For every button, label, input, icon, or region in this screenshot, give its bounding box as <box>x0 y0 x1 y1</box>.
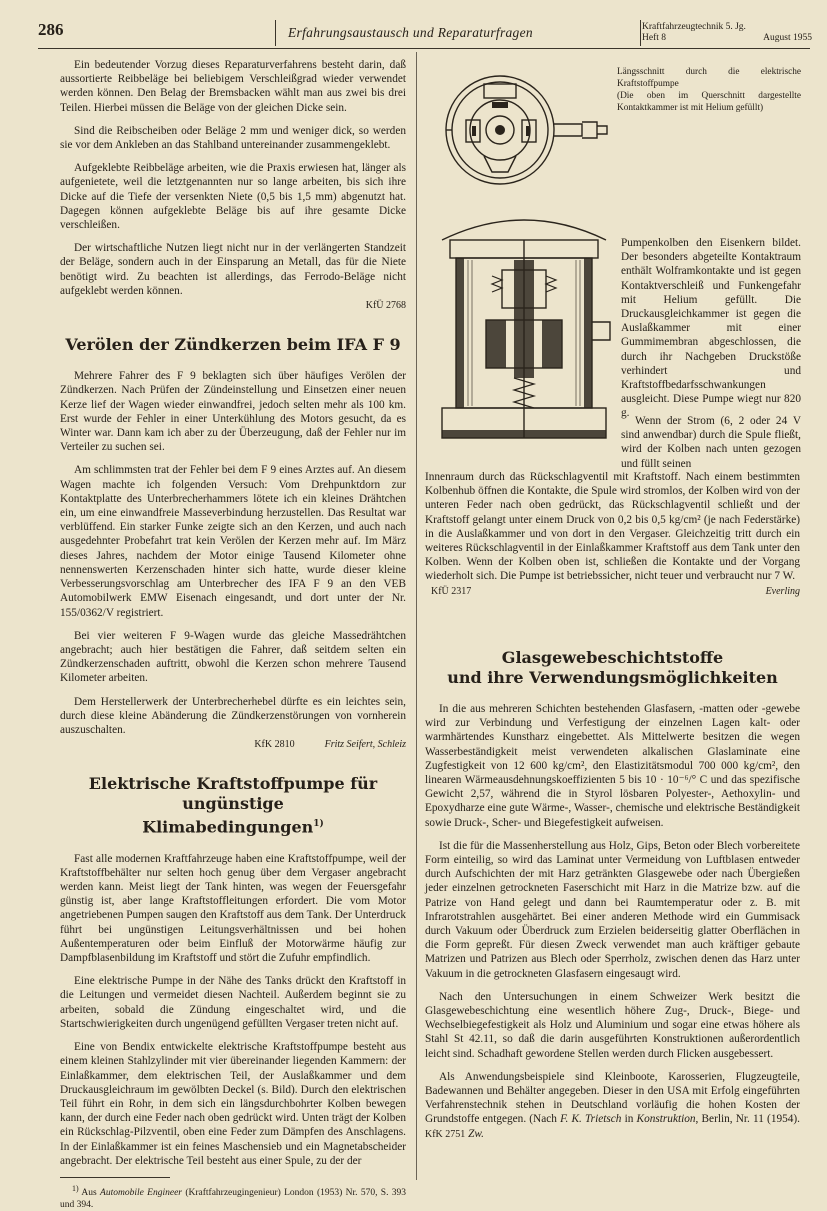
issue-date: August 1955 <box>763 33 812 43</box>
paragraph: Pumpenkolben den Eisenkern bildet. Der besonders abgeteilte Kontaktraum enthält Wolframkontakte und ist gegen Kontaktverschleiß und Funkengefahr mit Helium gefüllt. Die Druckausgleichkammer ist gegen die Auslaßkammer mit einer Gummimembran abgeschlossen, die durch ihr Nachgeben Druckstöße verhindert und Kraftstoffbedarfsschwankungen ausgleicht. Diese Pumpe wiegt nur 820 g. <box>621 237 801 420</box>
paragraph: Wenn der Strom (6, 2 oder 24 V sind anwendbar) durch die Spule fließt, wird der Kolben nach unten gezogen und füllt seinen <box>621 415 801 470</box>
paragraph: Dem Herstellerwerk der Unterbrecherhebel dürfte es ein leichtes sein, durch diese kleine Abänderung die Zündkerzenstörungen von vornherein auszuschalten. <box>60 695 406 736</box>
figure-caption-title: Längsschnitt durch die elektrische Kraftstoffpumpe <box>617 67 801 89</box>
article-title <box>425 648 800 688</box>
article-title: Verölen der Zündkerzen beim IFA F 9 <box>65 335 401 355</box>
paragraph: Eine von Bendix entwickelte elektrische Kraftstoffpumpe besteht aus einem kleinen Stahlzylinder mit vier übereinander liegenden Kammern: der Einlaßkammer, dem elektrischen Teil, der Auslaßkammer und dem Druckausgleichraum im gewölbten Deckel (s. Bild). Durch den elektrischen Teil führt ein Rohr, in dem sich ein längsdurchbohrter Kolben bewegen kann, der durch eine Feder nach oben gedrückt wird. Unten trägt der Kolben ein Rückschlag-Pilzventil, oben eine Feder zum Dämpfen des Anschlagens. In der Einlaßkammer ist ein feines Maschensieb und ein Magnetabscheider angebracht. Der elektrische Teil besteht aus einer Spule, zu der der <box>60 1041 406 1167</box>
paragraph: Der wirtschaftliche Nutzen liegt nicht nur in der verlängerten Standzeit der Beläge, sondern auch in der Einsparung an Metall, das für die Niete benötigt wird. Zu beachten ist allerdings, das Ferrodo-Beläge nicht aufgeklebt werden können. <box>60 242 406 297</box>
paragraph-text: in <box>621 1113 637 1126</box>
figure-caption <box>617 66 801 114</box>
paragraph: Ist die für die Massenherstellung aus Holz, Gips, Beton oder Blech vorbereitete Form einteilig, so wird das Laminat unter Vermeidung von Luftblasen entweder durch Aufschichten der mit Harz getränkten Glasgewebe oder nach Übergießen jeder einzelnen getrockneten Faserschicht mit Harz in die Matrize bzw. auf die Patrize von Hand gelegt und dann bei Raumtemperatur oder z. B. mit Infrarotstrahlen ausgehärtet. Bei einer anderen Methode wird ein Gummisack durch Vakuum oder Überdruck zum Erzielen beiderseitig glatter Oberflächen in die Form gepreßt. Für diesen Zweck verwendet man auch kräftiger gebaute Matrizen und Patrizen aus Blech oder Sperrholz, zwischen denen das Harz unter Vakuum in die getrockneten Glasfasern eingesaugt wird. <box>425 839 800 980</box>
page-header <box>38 20 810 50</box>
wrap-text <box>621 414 801 471</box>
paragraph-text: Als Anwendungsbeispiele sind Kleinboote, Karosserien, Flugzeugteile, Badewannen und Behälter angegeben. Dieser in den USA mit Erfolg eingeführten Verfahrenstechnik stehen in Deutschland vorläufig die hohen Kosten der Grundstoffe entgegen. (Nach <box>425 1070 800 1126</box>
reference-code: KfK 2751 <box>425 1128 466 1140</box>
left-column <box>60 58 406 1211</box>
paragraph: Am schlimmsten trat der Fehler bei dem F 9 eines Arztes auf. An diesem Wagen machte ich folgenden Versuch: Vom Drehpunktdorn zur Kontaktplatte des Unterbrecherhammers lötete ich ein kleines Drähtchen ein, um eine einwandfreie Masseverbindung herzustellen. Das Resultat war verblüffend. Ein starker Funke zeigte sich an den Kerzen, und auch nach ausgedehnter Probefahrt trat kein Verölen der Kerzen mehr auf. Im März dieses Jahres, nachdem der Motor einige Tausend Kilometer ohne nennenswerten Kerzenschaden hinter sich hatte, wurde dieser kleine Verbesserungsvorschlag am Unterbrecher des IFA F 9 an den VEB Automobilwerk EMW Eisenach eingesandt, und dort unter der Nr. 155/0362/V registriert. <box>60 464 406 619</box>
reference-code: KfÜ 2317 <box>431 585 472 597</box>
header-rule <box>38 48 810 49</box>
cited-source: Konstruktion <box>636 1113 696 1126</box>
footnote <box>60 1183 406 1211</box>
right-column-article <box>425 648 800 1151</box>
page-number: 286 <box>38 20 64 39</box>
footnote-text: (Kraftfahrzeugingenieur) London (1953) Nr. 570, S. 393 und 394. <box>60 1188 407 1211</box>
paragraph: Eine elektrische Pumpe in der Nähe des Tanks drückt den Kraftstoff in die Leitungen und vermeidet diesen Nachteil. Außerdem beginnt sie zu arbeiten, sobald die Zündung eingeschaltet wird, und die Startschwierigkeiten durch ungenügend gefüllten Vergaser treten nicht auf. <box>60 975 406 1030</box>
paragraph-text: , Berlin, Nr. 11 (1954). <box>695 1113 800 1126</box>
header-divider <box>640 20 641 46</box>
author: Zw. <box>468 1127 484 1140</box>
author: Everling <box>765 585 800 597</box>
article-title <box>60 774 406 837</box>
journal-name: Kraftfahrzeugtechnik 5. Jg. <box>642 22 746 32</box>
paragraph <box>425 1070 800 1142</box>
paragraph: In die aus mehreren Schichten bestehenden Glasfasern, -matten oder -gewebe wird zur Verbindung und Verfestigung der einzelnen Lagen kalt- oder warmhärtendes Kunstharz eingebettet. Als Mittelwerte besitzen die wegen Wasserbeständigkeit meist verwendeten alkalischen Glaslaminate eine Zugfestigkeit von 12 600 kg/cm², den Elastizitätsmodul 700 000 kg/cm², den linearen Wärmeausdehnungskoeffizienten 5 bis 10 · 10⁻⁶/° C und das spezifische Gewicht 2,57, während die in Styrol lösbaren Polyester-, Aethoxylin- und Epoxydharze eine gute Wärme-, Wasser-, chemische und elektrische Beständigkeit sowie Druck-, Scher- und Biegefestigkeit aufweisen. <box>425 703 800 829</box>
article-title-line: Elektrische Kraftstoffpumpe für ungünstige <box>88 774 378 814</box>
article-title-line: Klimabedingungen <box>142 817 314 837</box>
author: Fritz Seifert, Schleiz <box>324 739 406 751</box>
article-title-line: Glasgewebeschichtstoffe <box>501 648 724 667</box>
reference-code: KfÜ 2768 <box>365 300 406 312</box>
figure-caption-note: (Die oben im Querschnitt dargestellte Kontaktkammer ist mit Helium gefüllt) <box>617 91 801 113</box>
paragraph: Sind die Reibscheiben oder Beläge 2 mm und weniger dick, so werden sie vor dem Ankleben an das Stahlband untereinander zusammengeklebt. <box>60 124 406 152</box>
pump-longitudinal-section-drawing <box>432 200 614 460</box>
article-title-line: und ihre Verwendungsmöglichkeiten <box>447 668 778 687</box>
footnote-marker: 1) <box>313 819 324 830</box>
paragraph: Mehrere Fahrer des F 9 beklagten sich über häufiges Verölen der Zündkerzen. Nach Prüfen der Zündeinstellung und Einsetzen einer neuen Kerze lief der Wagen wieder einwandfrei, jedoch selten mehr als 100 km. Erst wurde der Fehler in einer Unterkühlung des Motors gesucht, da es Winter war. Dann kam ich aber zu der Überzeugung, daß der Fehler nur im Verteiler zu suchen sei. <box>60 370 406 454</box>
footnote-marker: 1) <box>72 1183 79 1193</box>
paragraph: Bei vier weiteren F 9-Wagen wurde das gleiche Massedrähtchen angebracht; auch hier bestätigen die Fahrer, daß seitdem selten ein Zündkerzenschaden auftritt, obwohl die Kerzen schon mehrere Tausend Kilometer arbeiten. <box>60 629 406 685</box>
footnote-text: Aus <box>81 1188 101 1199</box>
header-divider <box>275 20 276 46</box>
article-signature <box>60 738 406 752</box>
paragraph: Ein bedeutender Vorzug dieses Reparaturverfahrens besteht darin, daß aussortierte Reibbeläge bei beliebigem Verschleißgrad wieder verwendet werden können. Den Belag der Bremsbacken wählt man aus zwei bis drei Teilen. Hierbei müssen die Beläge von der gleichen Dicke sein. <box>60 59 406 114</box>
right-column-continued <box>425 470 800 609</box>
article-signature <box>425 585 800 599</box>
reference-code: KfK 2810 <box>254 739 295 751</box>
paragraph: Aufgeklebte Reibbeläge arbeiten, wie die Praxis erwiesen hat, länger als aufgenietete, weil die letztgenannten nur so lange arbeiten, bis sich ihre Dicke auf die Tiefe der versenkten Niete (0,5 bis 1,5 mm) abgenutzt hat. Dagegen können aufgeklebte Beläge bis auf ihre gesamte Dicke verschleißen. <box>60 162 406 232</box>
paragraph: Nach den Untersuchungen in einem Schweizer Werk besitzt die Glasgewebeschichtung eine wesentlich höhere Zug-, Druck-, Biege- und Wechselbiegefestigkeit als Holz und Aluminium und sogar eine etwas höhere als Stahl St 42.11, so daß die darin ausgeführten Konstruktionen außerordentlich leicht sind. Schadhaft gewordene Stellen werden durch Flicken ausgebessert. <box>425 990 800 1060</box>
footnote-rule <box>60 1177 170 1178</box>
paragraph: Innenraum durch das Rückschlagventil mit Kraftstoff. Nach einem bestimmten Kolbenhub öffnen die Kontakte, die Spule wird stromlos, der Kolben wird von der unteren Feder nach oben gedrückt, das Rückschlagventil schließt und der Kraftstoff gelangt unter einem Druck von 0,2 bis 0,5 kg/cm² (je nach Federstärke) in die Auslaßkammer und von dort in den Vergaser. Gleichzeitig tritt durch ein weiteres Rückschlagventil in der Einlaßkammer Kraftstoff aus dem Tank unter den Kolben. Wenn der Kolben oben ist, schließen die Kontakte und der Vorgang wiederholt sich. Die Pumpe ist betriebssicher, nicht teuer und verbraucht nur 7 W. <box>425 471 800 583</box>
journal-meta <box>642 22 812 44</box>
wrap-text <box>621 236 801 421</box>
pump-cross-section-drawing <box>432 64 612 199</box>
article-signature <box>60 299 406 313</box>
cited-author: F. K. Trietsch <box>560 1113 622 1126</box>
paragraph: Fast alle modernen Kraftfahrzeuge haben eine Kraftstoffpumpe, weil der Kraftstoffbehälter nur selten hoch genug über dem Vergaser angebracht werden kann. Meist liegt der Tank hinten, was wegen der Feuersgefahr günstig ist, aber lange Kraftstoffleitungen erfordert. Die vom Motor angetriebenen Pumpen saugen den Kraftstoff aus dem Tank. Der Unterdruck führt bei ungünstigen Leitungsverhältnissen und bei hohen Außentemperaturen oder beim Einfluß der Motorwärme häufig zur Dampfblasenbildung im Kraftstoff und stört die Zufuhr empfindlich. <box>60 852 406 965</box>
section-title: Erfahrungsaustausch und Reparaturfragen <box>288 25 533 40</box>
footnote-source: Automobile Engineer <box>100 1188 182 1199</box>
issue-number: Heft 8 <box>642 33 667 43</box>
column-rule <box>416 52 417 1180</box>
